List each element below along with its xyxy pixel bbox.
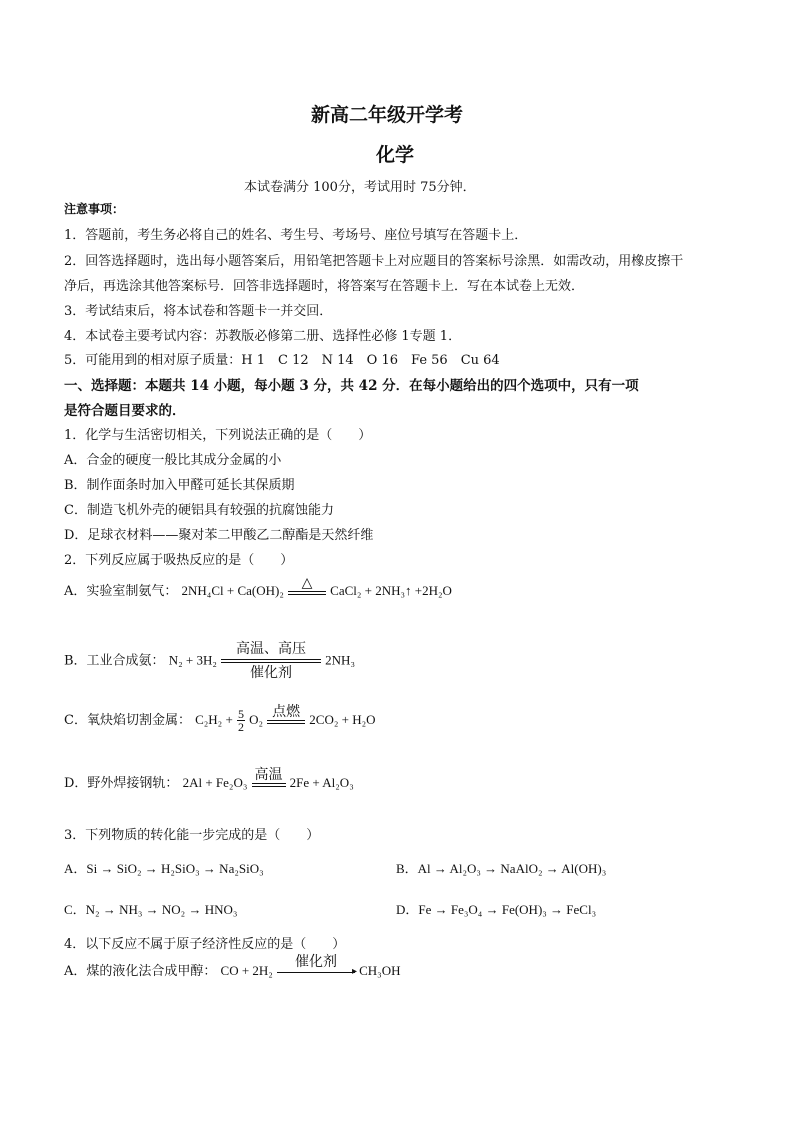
question-4-stem: 4．以下反应不属于原子经济性反应的是（ ） <box>64 937 346 952</box>
question-3-option-a: A．Si → SiO₂ → H₂SiO₃ → Na₂SiO₃ <box>64 861 264 876</box>
question-2-option-b <box>64 642 355 680</box>
equation-b-right: 2NH₃ <box>325 652 355 668</box>
question-4-option-a <box>64 954 401 982</box>
condition-bottom: 催化剂 <box>250 665 293 681</box>
condition-top: 高温、高压 <box>236 641 307 657</box>
equation-q4-left: CO + 2H₂ <box>220 963 273 978</box>
note-3: 3．考试结束后，将本试卷和答题卡一并交回． <box>64 304 333 319</box>
equation-b-condition <box>221 642 321 680</box>
fraction-denominator: 2 <box>237 720 244 734</box>
question-3-stem: 3．下列物质的转化能一步完成的是（ ） <box>64 828 320 843</box>
equation-a-left: 2NH₄Cl + Ca(OH)₂ <box>181 583 284 598</box>
question-3-option-b: B．Al → Al₂O₃ → NaAlO₂ → Al(OH)₃ <box>396 861 607 876</box>
question-1-option-a: A．合金的硬度一般比其成分金属的小 <box>64 453 282 468</box>
ignition-label: 点燃 <box>272 703 301 720</box>
equation-b-left: N₂ + 3H₂ <box>168 652 217 668</box>
equation-q4-right: CH₃OH <box>359 963 401 978</box>
question-2-option-c <box>64 703 376 734</box>
reversible-arrow <box>221 659 321 663</box>
option-d-label: D．野外焊接钢轨： <box>64 776 179 791</box>
equation-c-right: 2CO₂ + H₂O <box>309 712 376 727</box>
notes-heading: 注意事项： <box>64 202 125 216</box>
exam-info: 本试卷满分 100分，考试用时 75分钟． <box>244 180 476 195</box>
equals-sign <box>252 783 286 787</box>
question-2-option-d <box>64 766 354 794</box>
question-1-option-d: D．足球衣材料——聚对苯二甲酸乙二醇酯是天然纤维 <box>64 528 374 543</box>
equation-c-condition <box>267 705 305 725</box>
catalyst-label: 催化剂 <box>294 954 337 970</box>
equation-a-condition <box>288 576 326 596</box>
equation-c-left-1: C₂H₂ + <box>195 712 233 727</box>
question-2-stem: 2．下列反应属于吸热反应的是（ ） <box>64 553 294 568</box>
note-1: 1．答题前，考生务必将自己的姓名、考生号、考场号、座位号填写在答题卡上． <box>64 228 528 243</box>
note-2-line-2: 净后，再选涂其他答案标号．回答非选择题时，将答案写在答题卡上．写在本试卷上无效． <box>64 279 585 294</box>
equation-d-right: 2Fe + Al₂O₃ <box>289 775 354 790</box>
equals-sign <box>288 591 326 595</box>
note-4: 4．本试卷主要考试内容：苏教版必修第二册、选择性必修 1专题 1． <box>64 329 462 344</box>
right-arrow: ▸ <box>277 972 355 973</box>
heat-symbol: △ <box>301 574 313 591</box>
equation-q4-condition <box>277 955 355 976</box>
equation-c-left-2: O₂ <box>249 712 264 727</box>
option-a-label: A．实验室制氨气： <box>64 584 178 599</box>
question-2-option-a <box>64 574 452 602</box>
option-a-label: A．煤的液化法合成甲醇： <box>64 964 217 979</box>
equation-a-right: CaCl₂ + 2NH₃↑ +2H₂O <box>330 583 452 598</box>
equation-d-left: 2Al + Fe₂O₃ <box>182 775 248 790</box>
section-1-heading-cont: 是符合题目要求的． <box>64 403 186 419</box>
fraction-numerator: 5 <box>237 707 244 721</box>
exam-title: 新高二年级开学考 <box>311 104 464 126</box>
subject-title: 化学 <box>376 144 415 166</box>
question-3-option-d: D．Fe → Fe₃O₄ → Fe(OH)₃ → FeCl₃ <box>396 902 597 917</box>
question-1-stem: 1．化学与生活密切相关，下列说法正确的是（ ） <box>64 428 372 443</box>
equation-d-condition <box>252 768 286 788</box>
question-3-option-c: C．N₂ → NH₃ → NO₂ → HNO₃ <box>64 902 238 917</box>
equals-sign <box>267 720 305 724</box>
high-temp-label: 高温 <box>254 766 283 783</box>
note-5: 5．可能用到的相对原子质量：H 1 C 12 N 14 O 16 Fe 56 Cu 64 <box>64 353 500 368</box>
option-b-label: B．工业合成氨： <box>64 653 165 669</box>
question-1-option-c: C．制造飞机外壳的硬铝具有较强的抗腐蚀能力 <box>64 503 334 518</box>
fraction-five-halves <box>237 708 245 733</box>
section-1-heading: 一、选择题：本题共 14 小题，每小题 3 分，共 42 分．在每小题给出的四个选项中，只有一项 <box>64 378 639 394</box>
option-c-label: C．氧炔焰切割金属： <box>64 713 191 728</box>
note-2-line-1: 2．回答选择题时，选出每小题答案后，用铅笔把答题卡上对应题目的答案标号涂黑．如需改动，用橡皮擦干 <box>64 254 684 269</box>
question-1-option-b: B．制作面条时加入甲醛可延长其保质期 <box>64 478 295 493</box>
